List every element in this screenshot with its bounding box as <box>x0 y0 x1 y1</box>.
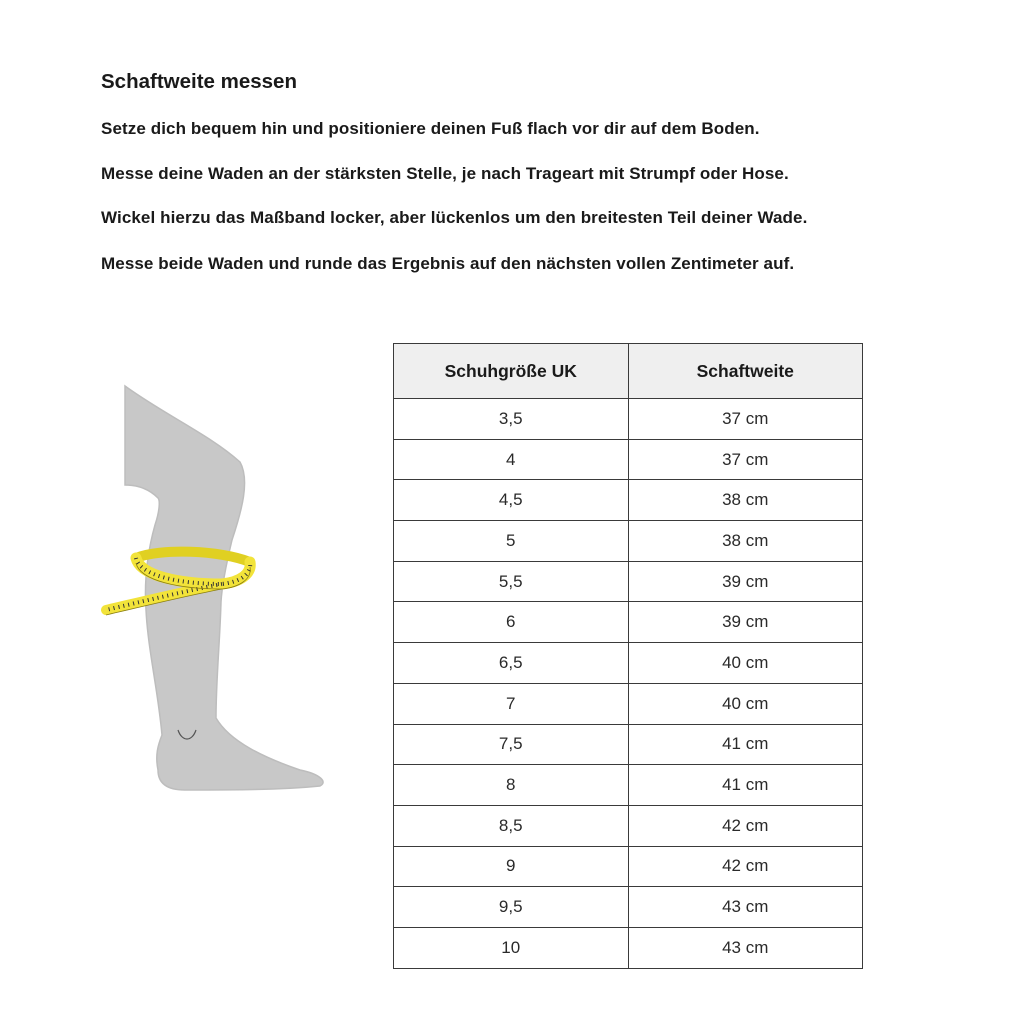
shaft-width-cell: 41 cm <box>628 765 863 806</box>
shoe-size-cell: 6 <box>394 602 629 643</box>
shoe-size-cell: 9,5 <box>394 887 629 928</box>
table-row <box>394 521 863 562</box>
table-row <box>394 805 863 846</box>
page-title: Schaftweite messen <box>101 70 297 93</box>
instruction-line-1: Setze dich bequem hin und positioniere deinen Fuß flach vor dir auf dem Boden. <box>101 119 760 138</box>
instruction-line-3: Wickel hierzu das Maßband locker, aber lückenlos um den breitesten Teil deiner Wade. <box>101 208 808 227</box>
shaft-width-cell: 41 cm <box>628 724 863 765</box>
shoe-size-cell: 10 <box>394 927 629 968</box>
shoe-size-cell: 4,5 <box>394 480 629 521</box>
table-row <box>394 561 863 602</box>
size-table <box>393 343 863 969</box>
instruction-line-4: Messe beide Waden und runde das Ergebnis auf den nächsten vollen Zentimeter auf. <box>101 254 795 273</box>
shoe-size-cell: 5,5 <box>394 561 629 602</box>
shoe-size-cell: 5 <box>394 521 629 562</box>
column-header-shaft-width: Schaftweite <box>628 344 863 399</box>
column-header-shoe-size: Schuhgröße UK <box>394 344 629 399</box>
shaft-width-cell: 38 cm <box>628 521 863 562</box>
shoe-size-cell: 7,5 <box>394 724 629 765</box>
table-row <box>394 765 863 806</box>
shoe-size-cell: 8 <box>394 765 629 806</box>
shaft-width-cell: 38 cm <box>628 480 863 521</box>
shaft-width-cell: 40 cm <box>628 643 863 684</box>
table-row <box>394 846 863 887</box>
shaft-width-cell: 37 cm <box>628 439 863 480</box>
table-row <box>394 887 863 928</box>
shaft-width-cell: 39 cm <box>628 602 863 643</box>
table-row <box>394 643 863 684</box>
shoe-size-cell: 8,5 <box>394 805 629 846</box>
shaft-width-cell: 42 cm <box>628 846 863 887</box>
shoe-size-cell: 7 <box>394 683 629 724</box>
shoe-size-cell: 3,5 <box>394 399 629 440</box>
table-row <box>394 927 863 968</box>
table-row <box>394 602 863 643</box>
shaft-width-cell: 43 cm <box>628 927 863 968</box>
table-row <box>394 439 863 480</box>
leg-with-measuring-tape-icon <box>100 380 340 805</box>
table-row <box>394 399 863 440</box>
instruction-line-2: Messe deine Waden an der stärksten Stelle, je nach Trageart mit Strumpf oder Hose. <box>101 164 789 183</box>
shaft-width-cell: 40 cm <box>628 683 863 724</box>
table-row <box>394 480 863 521</box>
shoe-size-cell: 6,5 <box>394 643 629 684</box>
shaft-width-cell: 39 cm <box>628 561 863 602</box>
table-row <box>394 683 863 724</box>
shaft-width-cell: 43 cm <box>628 887 863 928</box>
shoe-size-cell: 4 <box>394 439 629 480</box>
shaft-width-cell: 42 cm <box>628 805 863 846</box>
table-row <box>394 724 863 765</box>
table-header-row <box>394 344 863 399</box>
shoe-size-cell: 9 <box>394 846 629 887</box>
shaft-width-cell: 37 cm <box>628 399 863 440</box>
